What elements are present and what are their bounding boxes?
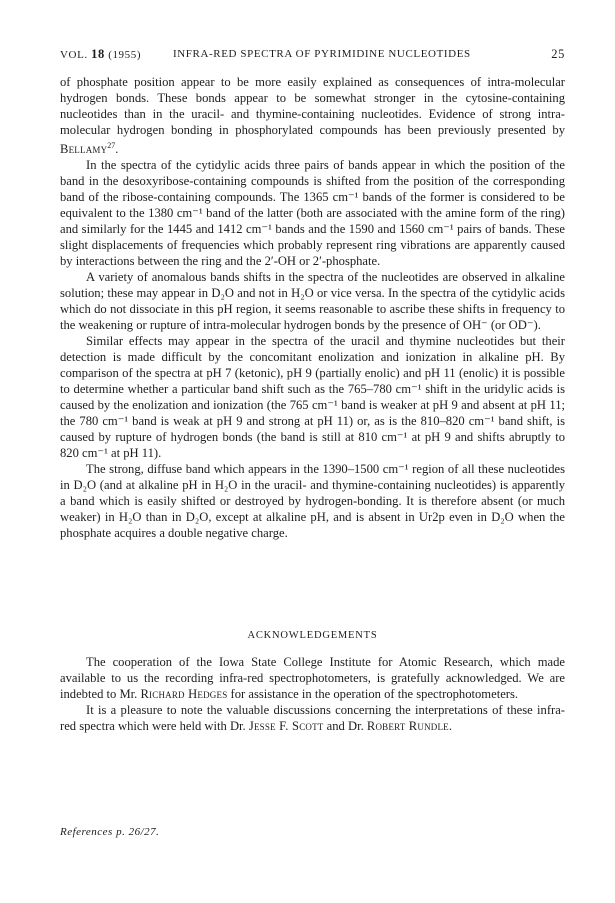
- paragraph-1: [60, 74, 565, 157]
- citation-ref: 27: [107, 141, 116, 150]
- volume-year: (1955): [108, 49, 142, 61]
- references-note: References p. 26/27.: [60, 826, 160, 838]
- volume-info: [60, 47, 141, 62]
- volume-number: 18: [91, 47, 105, 61]
- ack-p1-text: The cooperation of the Iowa State College Institute for Atomic Research, which made available to us the recording infra-red spectrophotometers, is gratefully acknowledged. We are indebted to Mr.: [60, 655, 565, 701]
- paragraph-1-end: .: [115, 142, 119, 157]
- ack-p2-end: .: [448, 719, 453, 733]
- citation-author: Bellamy: [60, 142, 108, 157]
- ack-p2-text: It is a pleasure to note the valuable discussions concerning the interpretations of these infra-red spectra which were held with Dr.: [60, 703, 565, 733]
- ack-paragraph-1: [60, 654, 565, 702]
- acknowledgements-text: [60, 654, 565, 734]
- ack-p1-end: for assistance in the operation of the spectrophotometers.: [227, 687, 519, 701]
- paragraph-3: A variety of anomalous bands shifts in the spectra of the nucleotides are observed in alkaline solution; these may appear in D₂O and not in H₂O or vice versa. In the spectra of the cytidylic acids which do not dissociate in this pH region, it seems reasonable to ascribe these shifts in frequency to the weakening or rupture of intra-molecular hydrogen bonds by the presence of OH⁻ (or OD⁻).: [60, 270, 565, 333]
- acknowledgements-heading: ACKNOWLEDGEMENTS: [247, 630, 378, 641]
- paragraph-5: The strong, diffuse band which appears in the 1390–1500 cm⁻¹ region of all these nucleotides in D₂O (and at alkaline pH in H₂O in the uracil- and thymine-containing nucleotides) is apparently a band which is easily shifted or destroyed by hydrogen-bonding. It is therefore absent (or much weaker) in H₂O than in D₂O, except at alkaline pH, and is absent in Ur2p even in D₂O when the phosphate acquires a double negative charge.: [60, 462, 565, 541]
- ack-p2-mid: and Dr.: [323, 719, 367, 733]
- paragraph-4: Similar effects may appear in the spectra of the uracil and thymine nucleotides but their detection is made difficult by the concomitant enolization and ionization in alkaline pH. By comparison of the spectra at pH 7 (ketonic), pH 9 (partially enolic) and pH 11 (enolic) it is possible to determine whether a particular band shift such as the 765–780 cm⁻¹ shift in the uridylic acids is caused by the enolization and ionization (the 765 cm⁻¹ band is weaker at pH 9 and absent at pH 11; the 780 cm⁻¹ band is weak at pH 9 and strong at pH 11) or, as is the 810–820 cm⁻¹ band shift, is caused by rupture of hydrogen bonds (the band is still at 810 cm⁻¹ at pH 9 and shifts abruptly to 820 cm⁻¹ at pH 11).: [60, 334, 565, 461]
- ack-person-name: Jesse F. Scott: [248, 719, 324, 733]
- ack-paragraph-2: [60, 702, 565, 734]
- body-text: [60, 74, 565, 541]
- paragraph-1-text: of phosphate position appear to be more easily explained as consequences of intra-molecular hydrogen bonds. These bonds appear to be somewhat stronger in the cytosine-containing nucleotides than in the uracil- and thymine-containing nucleotides. Evidence of strong intra-molecular hydrogen bonding in phosphorylated compounds has been previously presented by: [60, 75, 565, 137]
- ack-person-name: Richard Hedges: [140, 687, 228, 701]
- page-number: 25: [551, 47, 565, 61]
- running-title: INFRA-RED SPECTRA OF PYRIMIDINE NUCLEOTIDES: [173, 48, 471, 60]
- paragraph-2: In the spectra of the cytidylic acids three pairs of bands appear in which the position of the band in the desoxyribose-containing compounds is shifted from the position of the corresponding band of the ribose-containing compounds. The 1365 cm⁻¹ bands of the former is considered to be equivalent to the 1380 cm⁻¹ band of the latter (both are associated with the amine form of the ring) and similarly for the 1445 and 1412 cm⁻¹ bands and the 1590 and 1560 cm⁻¹ pairs of bands. These slight displacements of frequencies which probably represent ring vibrations are apparently caused by interactions between the ring and the 2′-OH or 2′-phosphate.: [60, 158, 565, 269]
- ack-person-name: Robert Rundle: [366, 719, 449, 733]
- volume-label: VOL.: [60, 49, 88, 61]
